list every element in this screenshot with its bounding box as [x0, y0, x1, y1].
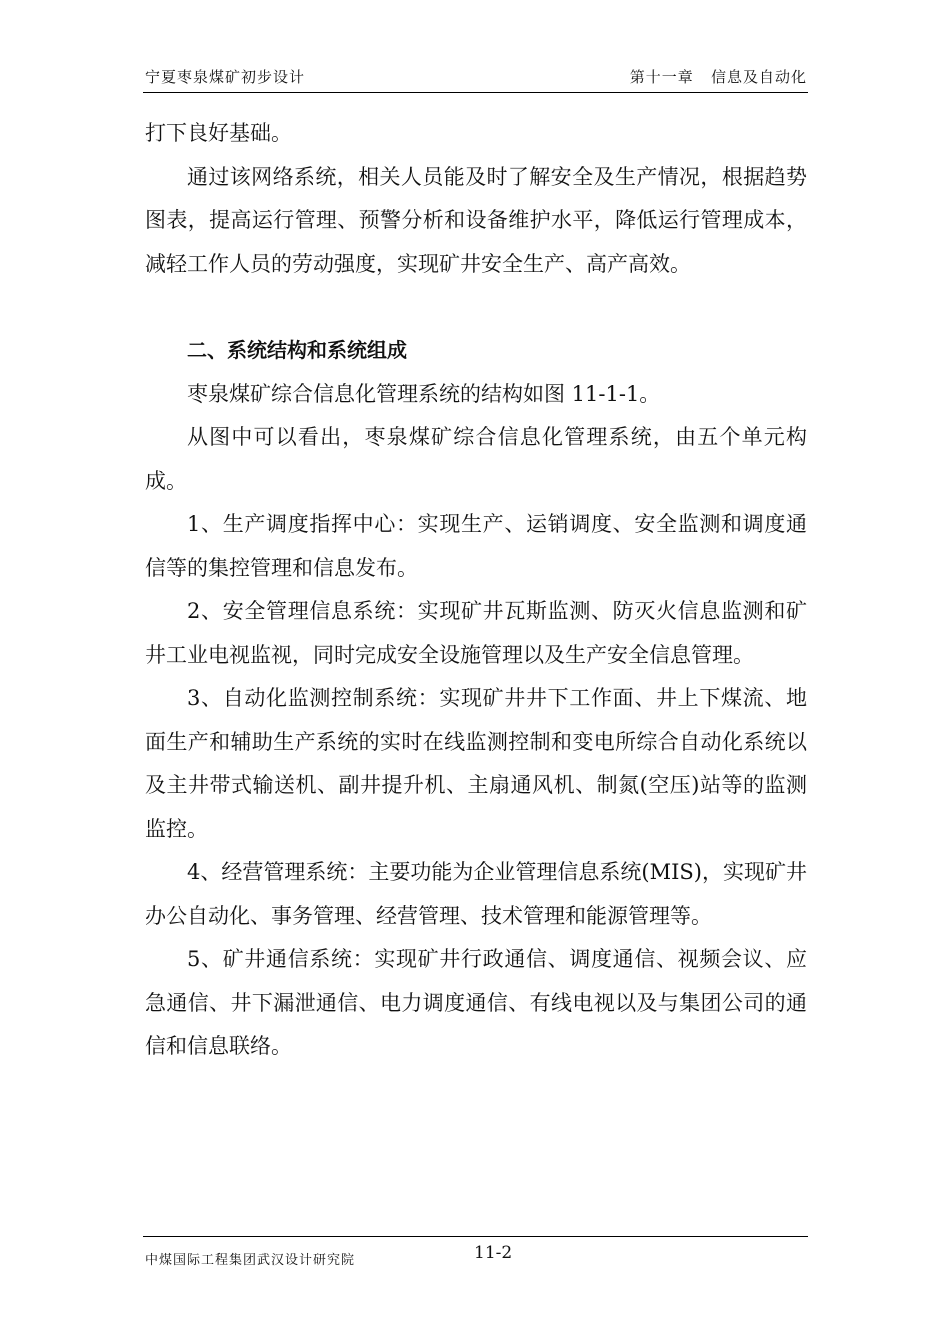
list-item-dispatch-center: 1、生产调度指挥中心：实现生产、运销调度、安全监测和调度通信等的集控管理和信息发布。 — [145, 512, 807, 580]
footer-divider — [143, 1236, 808, 1237]
paragraph-five-units: 从图中可以看出，枣泉煤矿综合信息化管理系统，由五个单元构成。 — [145, 425, 807, 493]
paragraph-network-benefits: 通过该网络系统，相关人员能及时了解安全及生产情况，根据趋势图表，提高运行管理、预警分析和设备维护水平，降低运行管理成本，减轻工作人员的劳动强度，实现矿井安全生产、高产高效。 — [145, 164, 807, 276]
list-item-safety-system: 2、安全管理信息系统：实现矿井瓦斯监测、防灭火信息监测和矿井工业电视监视，同时完成安全设施管理以及生产安全信息管理。 — [145, 599, 807, 667]
section-heading: 二、系统结构和系统组成 — [187, 338, 407, 362]
header-document-title: 宁夏枣泉煤矿初步设计 — [145, 68, 306, 86]
footer-organization: 中煤国际工程集团武汉设计研究院 — [145, 1253, 356, 1268]
header-chapter-title: 第十一章 信息及自动化 — [629, 68, 807, 86]
list-item-automation-system: 3、自动化监测控制系统：实现矿井井下工作面、井上下煤流、地面生产和辅助生产系统的实时在线监测控制和变电所综合自动化系统以及主井带式输送机、副井提升机、主扇通风机、制氮(空压)站等的监测监控。 — [145, 686, 807, 841]
paragraph-structure-ref: 枣泉煤矿综合信息化管理系统的结构如图 11-1-1。 — [187, 381, 661, 406]
paragraph-continuation: 打下良好基础。 — [145, 121, 292, 145]
header-divider — [143, 92, 808, 93]
list-item-communication-system: 5、矿井通信系统：实现矿井行政通信、调度通信、视频会议、应急通信、井下漏泄通信、电力调度通信、有线电视以及与集团公司的通信和信息联络。 — [145, 947, 807, 1058]
page-number: 11-2 — [474, 1243, 513, 1263]
page-body — [145, 112, 807, 1069]
list-item-management-system: 4、经营管理系统：主要功能为企业管理信息系统(MIS)，实现矿井办公自动化、事务管理、经营管理、技术管理和能源管理等。 — [145, 860, 807, 928]
section-spacer — [145, 286, 807, 329]
